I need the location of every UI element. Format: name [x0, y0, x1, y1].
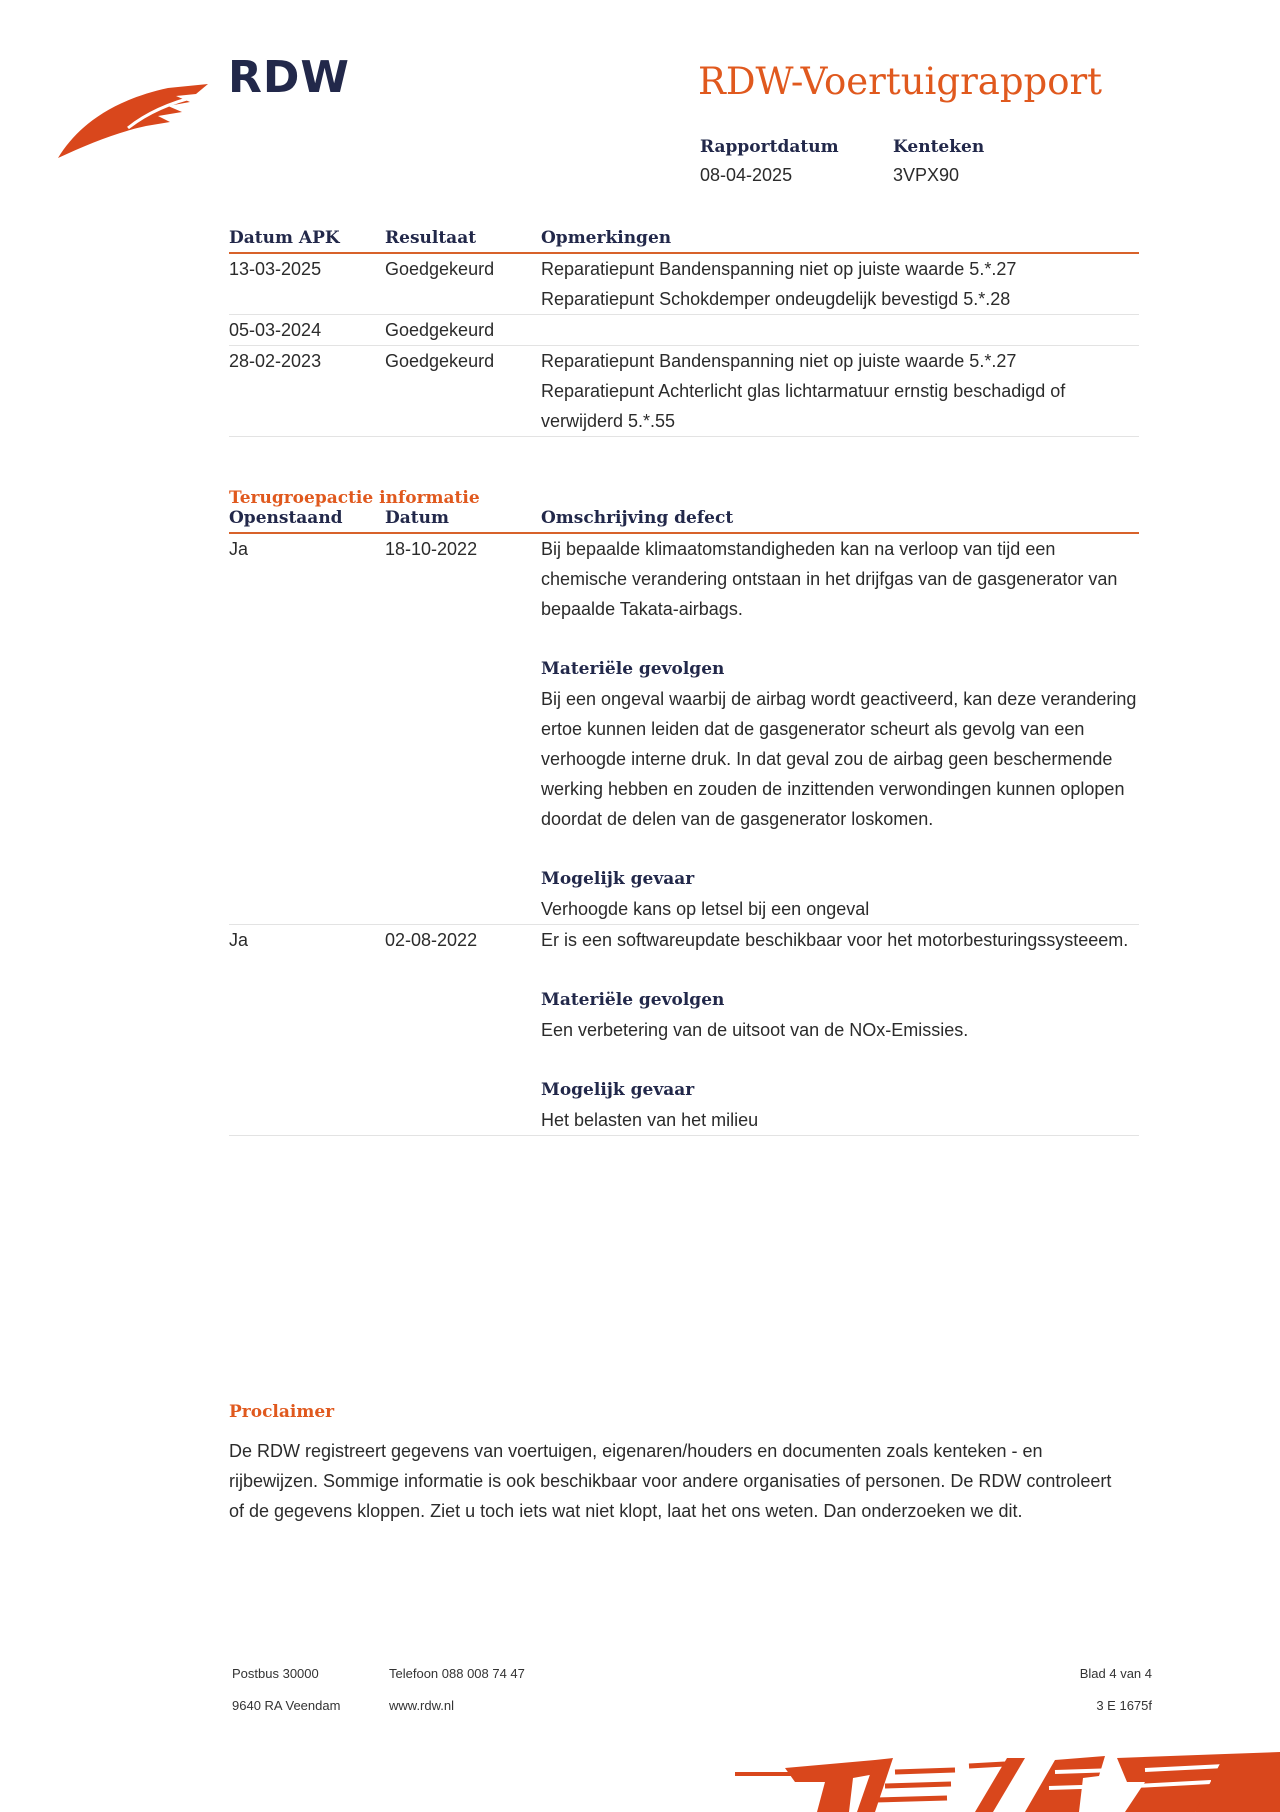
apk-header-resultaat: Resultaat — [385, 228, 477, 248]
rapportdatum-label: Rapportdatum — [700, 137, 839, 157]
footer-telefoon: Telefoon 088 008 74 47 — [389, 1666, 525, 1681]
footer-address — [232, 1658, 340, 1722]
recall-openstaand: Ja — [229, 539, 249, 559]
recall-table — [229, 488, 1139, 1136]
gevolgen-heading: Materiële gevolgen — [541, 990, 725, 1010]
gevolgen-heading: Materiële gevolgen — [541, 659, 725, 679]
rdw-logo-icon — [58, 80, 208, 160]
apk-datum: 05-03-2024 — [229, 320, 322, 340]
recall-section-title: Terugroepactie informatie — [229, 488, 480, 508]
apk-header-opmerkingen: Opmerkingen — [541, 228, 672, 248]
recall-omschrijving: Bij bepaalde klimaatomstandigheden kan na verloop van tijd een chemische verandering ontstaan in het drijfgas van de gasgenerator van bepaalde Takata-airbags. — [541, 539, 1118, 619]
apk-opmerking: Reparatiepunt Bandenspanning niet op juiste waarde 5.*.27 — [541, 351, 1017, 371]
rdw-stripes-graphic — [725, 1752, 1280, 1812]
recall-table-header — [229, 508, 1139, 534]
recall-omschrijving: Er is een softwareupdate beschikbaar voor het motorbesturingssysteeem. — [541, 930, 1129, 950]
apk-opmerkingen — [541, 254, 1139, 314]
table-row — [229, 346, 1139, 437]
apk-resultaat: Goedgekeurd — [385, 259, 495, 279]
gevaar-heading: Mogelijk gevaar — [541, 869, 695, 889]
footer-blad: Blad 4 van 4 — [1079, 1666, 1152, 1681]
recall-description — [541, 534, 1139, 924]
apk-opmerking: Reparatiepunt Schokdemper ondeugdelijk bevestigd 5.*.28 — [541, 289, 1011, 309]
apk-datum: 28-02-2023 — [229, 351, 322, 371]
apk-resultaat: Goedgekeurd — [385, 320, 495, 340]
footer-postbus: Postbus 30000 — [232, 1666, 319, 1681]
recall-datum: 18-10-2022 — [385, 539, 478, 559]
rapportdatum-value: 08-04-2025 — [700, 165, 793, 185]
table-row — [229, 925, 1139, 1136]
proclaimer-section — [229, 1402, 1129, 1526]
table-row — [229, 315, 1139, 346]
kenteken-block — [893, 137, 984, 186]
recall-header-datum: Datum — [385, 508, 449, 528]
proclaimer-text: De RDW registreert gegevens van voertuigen, eigenaren/houders en documenten zoals kenteken - en rijbewijzen. Sommige informatie is ook beschikbaar voor andere organisaties of personen. De RDW controleert of de gegevens kloppen. Ziet u toch iets wat niet klopt, laat het ons weten. Dan onderzoeken we dit. — [229, 1441, 1112, 1521]
recall-header-openstaand: Openstaand — [229, 508, 343, 528]
apk-opmerking: Reparatiepunt Bandenspanning niet op juiste waarde 5.*.27 — [541, 259, 1017, 279]
footer-city: 9640 RA Veendam — [232, 1698, 341, 1713]
gevolgen-text: Bij een ongeval waarbij de airbag wordt geactiveerd, kan deze verandering ertoe kunnen leiden dat de gasgenerator scheurt als gevolg van een verhoogde interne druk. In dat geval zou de airbag geen beschermende werking hebben en zouden de inzittenden verwondingen kunnen oplopen doordat de delen van de gasgenerator loskomen. — [541, 689, 1137, 829]
apk-datum: 13-03-2025 — [229, 259, 322, 279]
recall-openstaand: Ja — [229, 930, 249, 950]
gevolgen-text: Een verbetering van de uitsoot van de NOx-Emissies. — [541, 1020, 969, 1040]
footer-page-info — [940, 1658, 1152, 1722]
kenteken-label: Kenteken — [893, 137, 985, 157]
table-row — [229, 254, 1139, 315]
recall-description — [541, 925, 1139, 1135]
kenteken-value: 3VPX90 — [893, 165, 960, 185]
footer-contact — [389, 1658, 525, 1722]
recall-datum: 02-08-2022 — [385, 930, 478, 950]
recall-header-omschrijving: Omschrijving defect — [541, 508, 734, 528]
proclaimer-title: Proclaimer — [229, 1402, 335, 1422]
apk-table — [229, 224, 1139, 437]
footer-code: 3 E 1675f — [1096, 1698, 1152, 1713]
gevaar-heading: Mogelijk gevaar — [541, 1080, 695, 1100]
report-title: RDW-Voertuigrapport — [698, 60, 1103, 103]
table-row — [229, 534, 1139, 925]
gevaar-text: Het belasten van het milieu — [541, 1110, 759, 1130]
apk-opmerking: Reparatiepunt Achterlicht glas lichtarmatuur ernstig beschadigd of verwijderd 5.*.55 — [541, 381, 1066, 431]
rapportdatum-block — [700, 137, 839, 186]
apk-opmerkingen — [541, 315, 1139, 345]
gevaar-text: Verhoogde kans op letsel bij een ongeval — [541, 899, 870, 919]
apk-header-datum: Datum APK — [229, 228, 340, 248]
rdw-logo-text: RDW — [228, 52, 350, 103]
apk-table-header — [229, 224, 1139, 254]
apk-opmerkingen — [541, 346, 1139, 436]
apk-resultaat: Goedgekeurd — [385, 351, 495, 371]
footer-website: www.rdw.nl — [389, 1698, 455, 1713]
